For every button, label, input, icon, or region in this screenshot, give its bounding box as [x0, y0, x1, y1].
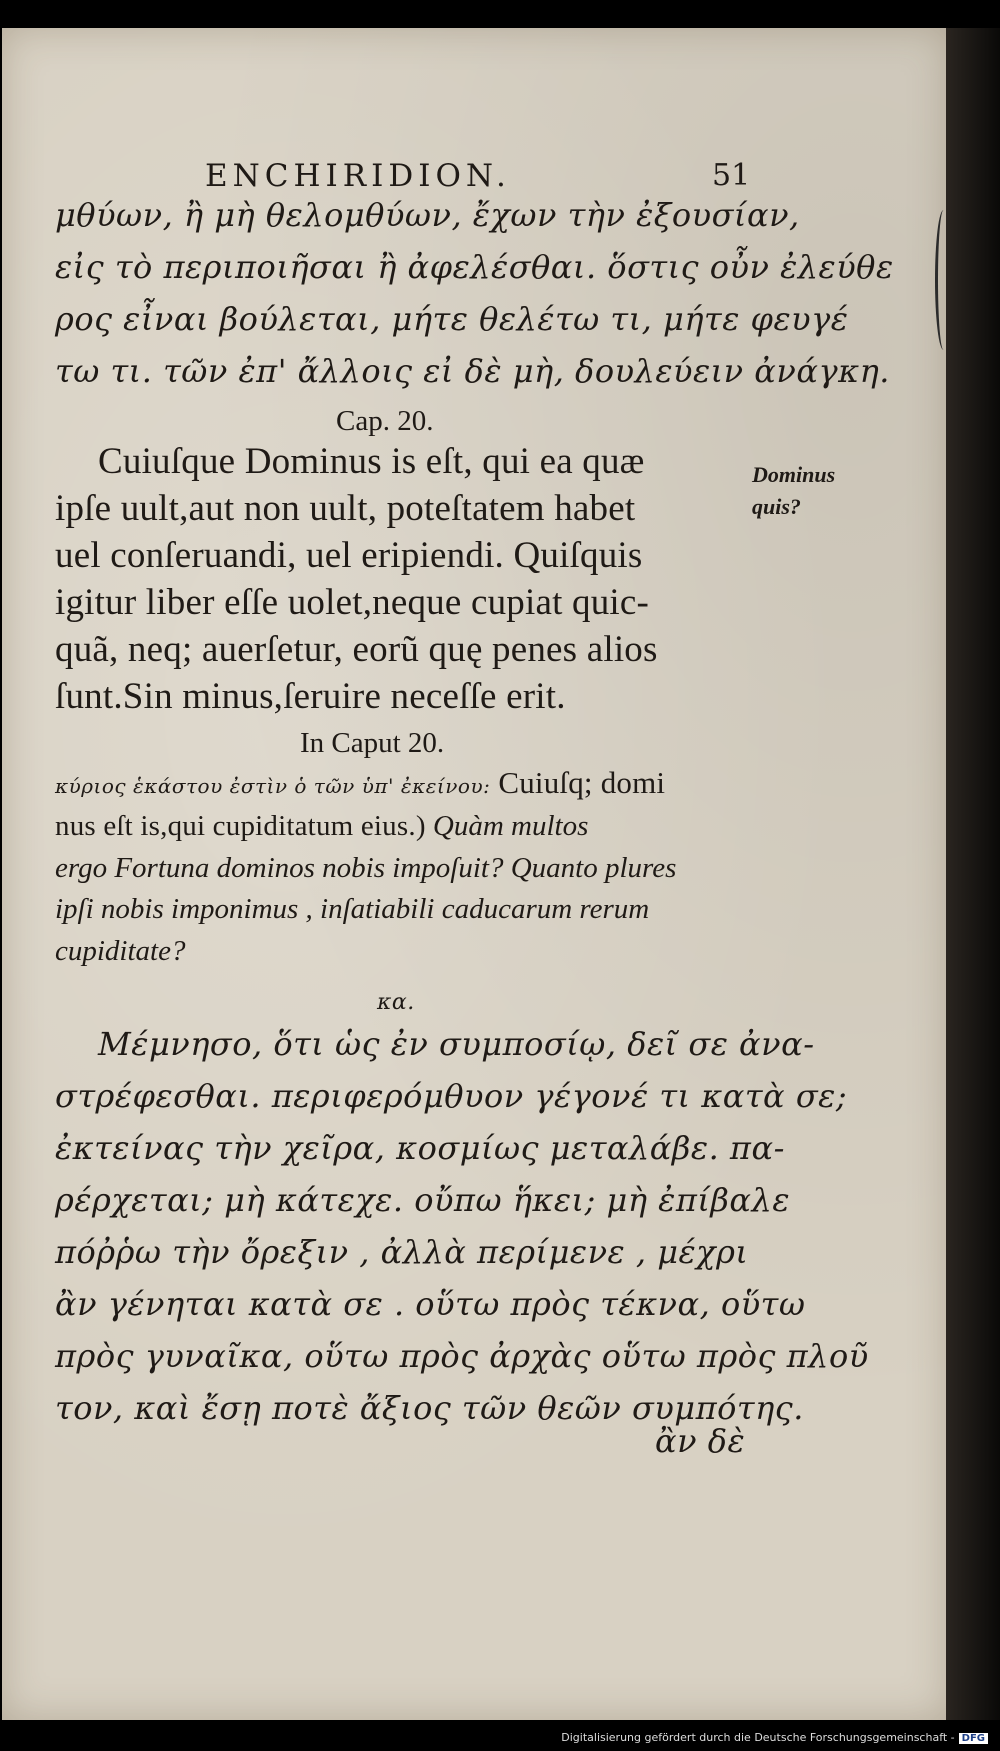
page-number: 51	[712, 158, 751, 193]
greek-line: πρὸς γυναῖκα, οὕτω πρὸς ἀρχὰς οὕτω πρὸς πλοῦ	[55, 1337, 869, 1375]
greek-line: ἂν γένηται κατὰ σε . οὕτω πρὸς τέκνα, οὕτω	[55, 1285, 806, 1323]
greek-line: ρος εἶναι βούλεται, μήτε θελέτω τι, μήτε φευγέ	[55, 300, 849, 338]
commentary-latin: nus eſt is,qui cupiditatum eius.)	[55, 810, 426, 842]
latin-line: uel conſeruandi, uel eripiendi. Quiſquis	[55, 535, 643, 576]
greek-line: τω τι. τῶν ἐπ' ἄλλοις εἰ δὲ μὴ, δουλεύειν ἀνάγκη.	[55, 352, 890, 390]
greek-line: πόῤῥω τὴν ὄρεξιν , ἀλλὰ περίμενε , μέχρι	[55, 1233, 749, 1271]
marginal-line: Dominus	[752, 462, 836, 487]
commentary-line: ergo Fortuna dominos nobis impoſuit? Quanto plures	[55, 852, 677, 884]
commentary-line: ipſi nobis imponimus , inſatiabili caducarum rerum	[55, 893, 650, 925]
greek-line: μθύων, ἢ μὴ θελομθύων, ἔχων τὴν ἐξουσίαν,	[55, 196, 800, 234]
running-head: ENCHIRIDION.	[205, 158, 511, 194]
digitization-credit	[561, 1731, 988, 1744]
commentary-italic: Quàm multos	[425, 810, 589, 842]
latin-line: Cuiuſque Dominus is eſt, qui ea quæ	[98, 441, 645, 482]
greek-line: ρέρχεται; μὴ κάτεχε. οὔπω ἥκει; μὴ ἐπίβαλε	[55, 1181, 790, 1219]
commentary-greek: κύριος ἑκάστου ἐστὶν ὁ τῶν ὑπ' ἐκείνου:	[55, 774, 491, 798]
in-caput-heading: In Caput 20.	[300, 727, 445, 759]
page-curl	[935, 210, 952, 350]
dfg-logo: DFG	[959, 1733, 988, 1744]
marginal-line: quis?	[752, 494, 801, 519]
latin-line: quã, neq; auerſetur, eorũ quę penes alios	[55, 629, 658, 670]
catchword: ἂν δὲ	[655, 1422, 746, 1460]
greek-line: στρέφεσθαι. περιφερόμθυον γέγονέ τι κατὰ σε;	[55, 1077, 848, 1115]
commentary-latin: Cuiuſq; domi	[490, 765, 666, 800]
greek-line: ἐκτείνας τὴν χεῖρα, κοσμίως μεταλάβε. πα-	[55, 1129, 785, 1167]
section-mark: κα.	[377, 990, 415, 1015]
latin-line: ſunt.Sin minus,ſeruire neceſſe erit.	[55, 676, 566, 717]
greek-line: τον, καὶ ἔσῃ ποτὲ ἄξιος τῶν θεῶν συμπότης.	[55, 1389, 804, 1427]
commentary-line: cupiditate?	[55, 935, 186, 967]
commentary-line	[55, 765, 665, 801]
credit-text: Digitalisierung gefördert durch die Deutsche Forschungsgemeinschaft -	[561, 1731, 955, 1744]
commentary-line	[55, 810, 588, 843]
latin-line: ipſe uult,aut non uult, poteſtatem habet	[55, 488, 636, 529]
latin-line: igitur liber eſſe uolet,neque cupiat quic-	[55, 582, 650, 623]
cap-heading: Cap. 20.	[336, 405, 434, 437]
greek-line: Μέμνησο, ὅτι ὡς ἐν συμποσίῳ, δεῖ σε ἀνα-	[98, 1025, 815, 1063]
page-gutter	[946, 28, 1000, 1720]
greek-line: εἰς τὸ περιποιῆσαι ἢ ἀφελέσθαι. ὅστις οὖν ἐλεύθε	[55, 248, 894, 286]
